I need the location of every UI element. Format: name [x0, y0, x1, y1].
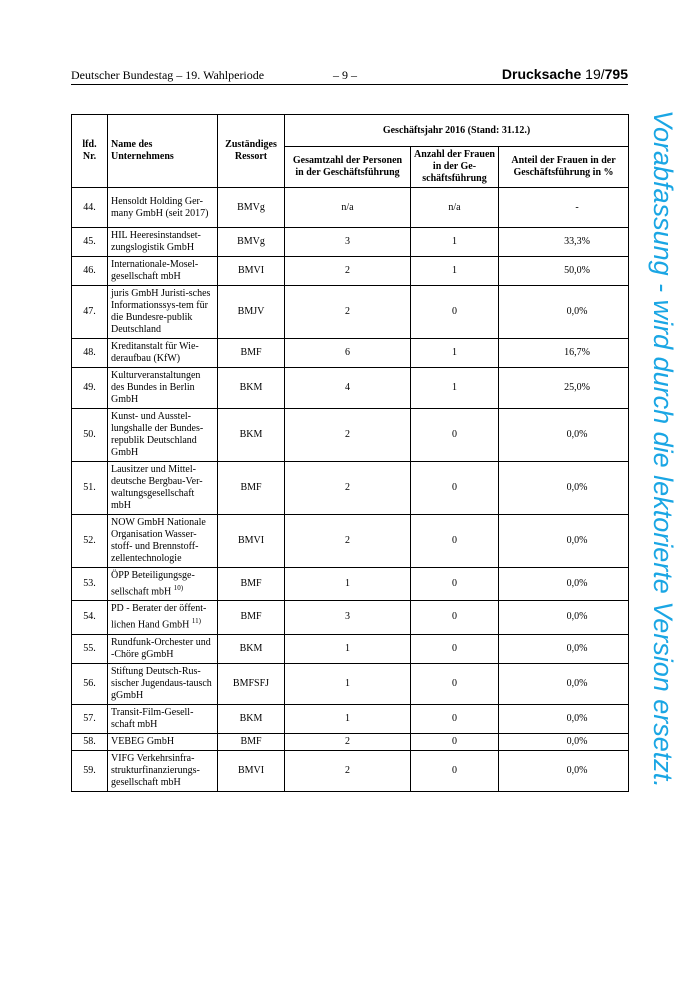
- doc-total: 795: [604, 66, 628, 82]
- women-share-cell: [499, 733, 629, 750]
- company-name: Rundfunk-Orchester und -Chöre gGmbH: [111, 636, 211, 660]
- ressort-cell: [218, 409, 285, 462]
- total-persons-cell: [285, 663, 411, 704]
- total-persons: 1: [345, 712, 350, 724]
- footnote-ref: 10): [173, 584, 184, 592]
- ressort: BKM: [239, 712, 263, 724]
- women-share: 0,0%: [566, 306, 588, 317]
- women-count-cell: [411, 339, 499, 368]
- company-name-cell: [108, 188, 218, 228]
- women-share-cell: [499, 339, 629, 368]
- ressort-cell: [218, 188, 285, 228]
- table-row: [72, 601, 629, 634]
- total-persons-cell: [285, 634, 411, 663]
- row-number-cell: [72, 601, 108, 634]
- col-header-share: Anteil der Frauen in der Geschäftsführung in %: [499, 147, 629, 188]
- ressort-cell: [218, 663, 285, 704]
- company-name-cell: [108, 704, 218, 733]
- col-header-women: Anzahl der Frauen in der Ge-schäftsführung: [411, 147, 499, 188]
- row-number-cell: [72, 733, 108, 750]
- ressort-cell: [218, 568, 285, 601]
- women-count: 0: [452, 611, 457, 623]
- company-name: Kunst- und Ausstel-lungshalle der Bundes-republik Deutschland GmbH: [111, 411, 204, 458]
- company-name: Stiftung Deutsch-Rus-sischer Jugendaus-tausch gGmbH: [111, 665, 212, 701]
- row-number: 55.: [83, 642, 96, 654]
- women-count: 0: [452, 677, 457, 689]
- company-name-cell: [108, 286, 218, 339]
- row-number: 44.: [83, 201, 96, 213]
- women-count: 0: [452, 735, 457, 747]
- doc-label: Drucksache: [501, 66, 582, 82]
- women-share-cell: [499, 257, 629, 286]
- women-count: 1: [452, 236, 457, 247]
- row-number: 52.: [83, 535, 96, 546]
- company-name-cell: [108, 462, 218, 515]
- women-share-cell: [499, 188, 629, 228]
- table-row: [72, 704, 629, 733]
- women-share-cell: [499, 228, 629, 257]
- ressort-cell: [218, 601, 285, 634]
- company-name: HIL Heeresinstandset-zungslogistik GmbH: [111, 230, 201, 253]
- women-share: 33,3%: [564, 236, 590, 247]
- company-name-cell: [108, 601, 218, 634]
- total-persons: 4: [345, 382, 350, 393]
- row-number: 46.: [83, 265, 96, 276]
- company-name: Lausitzer und Mittel-deutsche Bergbau-Ver-waltungsgesellschaft mbH: [111, 464, 203, 511]
- row-number: 49.: [83, 382, 96, 393]
- total-persons-cell: [285, 409, 411, 462]
- col-header-name: Name des Unternehmens: [108, 115, 218, 188]
- total-persons: 6: [345, 347, 350, 358]
- row-number: 51.: [83, 482, 96, 493]
- page-header: [71, 66, 628, 85]
- row-number: 45.: [83, 236, 96, 247]
- women-share: 0,0%: [566, 712, 588, 724]
- total-persons: 3: [345, 611, 350, 623]
- ressort-cell: [218, 750, 285, 791]
- row-number-cell: [72, 188, 108, 228]
- total-persons-cell: [285, 188, 411, 228]
- ressort: BMF: [240, 347, 262, 358]
- table-row: [72, 568, 629, 601]
- row-number: 58.: [83, 735, 96, 747]
- total-persons-cell: [285, 228, 411, 257]
- total-persons: 2: [345, 535, 350, 546]
- women-count-cell: [411, 733, 499, 750]
- women-share: 16,7%: [564, 347, 590, 358]
- ressort: BKM: [239, 382, 263, 393]
- women-share-cell: [499, 704, 629, 733]
- table-row: [72, 634, 629, 663]
- row-number: 54.: [83, 611, 96, 623]
- row-number-cell: [72, 228, 108, 257]
- women-share: 0,0%: [566, 482, 588, 493]
- total-persons: 2: [345, 306, 350, 317]
- women-share-cell: [499, 515, 629, 568]
- row-number-cell: [72, 409, 108, 462]
- total-persons-cell: [285, 368, 411, 409]
- company-name: Internationale-Mosel-gesellschaft mbH: [111, 259, 199, 282]
- women-share-cell: [499, 368, 629, 409]
- table-row: [72, 409, 629, 462]
- company-name-cell: [108, 733, 218, 750]
- row-number: 48.: [83, 347, 96, 358]
- ressort: BMVI: [237, 764, 265, 776]
- company-name-cell: [108, 339, 218, 368]
- row-number: 53.: [83, 578, 96, 590]
- total-persons: 2: [345, 764, 350, 776]
- total-persons-cell: [285, 286, 411, 339]
- women-share: 0,0%: [566, 735, 588, 747]
- company-name-cell: [108, 663, 218, 704]
- row-number: 50.: [83, 429, 96, 440]
- women-count: 0: [452, 429, 457, 440]
- table-row: [72, 286, 629, 339]
- total-persons-cell: [285, 257, 411, 286]
- ressort: BMVg: [237, 201, 265, 213]
- page-number: – 9 –: [333, 68, 357, 82]
- women-share-cell: [499, 663, 629, 704]
- document-number: [502, 66, 628, 82]
- women-share: 0,0%: [566, 429, 588, 440]
- women-count: 0: [452, 306, 457, 317]
- women-count-cell: [411, 462, 499, 515]
- women-count-cell: [411, 228, 499, 257]
- total-persons: 2: [345, 429, 350, 440]
- women-share-cell: [499, 568, 629, 601]
- women-count-cell: [411, 409, 499, 462]
- ressort-cell: [218, 368, 285, 409]
- table-body: [72, 188, 629, 792]
- row-number-cell: [72, 339, 108, 368]
- ressort: BKM: [239, 642, 263, 654]
- total-persons: 2: [345, 482, 350, 493]
- total-persons: n/a: [341, 201, 354, 213]
- ressort: BMVI: [237, 535, 265, 546]
- company-name: Hensoldt Holding Ger-many GmbH (seit 2017): [111, 195, 209, 219]
- women-share-cell: [499, 462, 629, 515]
- row-number-cell: [72, 368, 108, 409]
- ressort: BMVI: [237, 265, 265, 276]
- ressort-cell: [218, 286, 285, 339]
- row-number-cell: [72, 515, 108, 568]
- company-name-cell: [108, 634, 218, 663]
- ressort-cell: [218, 257, 285, 286]
- women-count: 0: [452, 712, 457, 724]
- women-share: 0,0%: [566, 535, 588, 546]
- women-share: 25,0%: [564, 382, 590, 393]
- row-number: 47.: [83, 306, 96, 317]
- footnote-ref: 11): [191, 617, 201, 626]
- total-persons-cell: [285, 704, 411, 733]
- row-number: 59.: [83, 764, 96, 776]
- total-persons: 1: [345, 677, 350, 689]
- women-share: 0,0%: [566, 642, 588, 654]
- ressort: BMF: [240, 578, 262, 590]
- women-count: 0: [452, 482, 457, 493]
- table-row: [72, 462, 629, 515]
- women-count: n/a: [448, 201, 461, 213]
- total-persons-cell: [285, 568, 411, 601]
- women-share: 50,0%: [564, 265, 590, 276]
- women-count-cell: [411, 515, 499, 568]
- total-persons: 3: [345, 236, 350, 247]
- company-name: VIFG Verkehrsinfra-strukturfinanzierungs-gesellschaft mbH: [111, 752, 200, 788]
- row-number-cell: [72, 257, 108, 286]
- total-persons-cell: [285, 462, 411, 515]
- row-number: 56.: [83, 677, 96, 689]
- total-persons: 2: [345, 735, 350, 747]
- ressort: BMF: [240, 735, 262, 747]
- col-header-total: Gesamtzahl der Personen in der Geschäftsführung: [285, 147, 411, 188]
- total-persons-cell: [285, 601, 411, 634]
- women-share-cell: [499, 750, 629, 791]
- row-number-cell: [72, 568, 108, 601]
- total-persons-cell: [285, 750, 411, 791]
- women-share: 0,0%: [566, 764, 588, 776]
- total-persons-cell: [285, 515, 411, 568]
- ressort-cell: [218, 228, 285, 257]
- row-number-cell: [72, 462, 108, 515]
- ressort: BMVg: [237, 236, 265, 247]
- women-share: -: [575, 201, 579, 213]
- doc-number: 19/: [585, 66, 605, 82]
- row-number: 57.: [83, 712, 96, 724]
- col-header-ressort: Zuständiges Ressort: [218, 115, 285, 188]
- total-persons-cell: [285, 733, 411, 750]
- company-name: PD - Berater der öffent-lichen Hand GmbH: [111, 603, 207, 631]
- total-persons-cell: [285, 339, 411, 368]
- row-number-cell: [72, 704, 108, 733]
- table-row: [72, 339, 629, 368]
- women-count-cell: [411, 601, 499, 634]
- group-header-year: Geschäftsjahr 2016 (Stand: 31.12.): [285, 115, 629, 147]
- women-share: 0,0%: [566, 578, 588, 590]
- total-persons: 2: [345, 265, 350, 276]
- company-name-cell: [108, 568, 218, 601]
- company-name: NOW GmbH Nationale Organisation Wasser-stoff- und Brennstoff-zellentechnologie: [111, 517, 206, 564]
- women-count: 0: [452, 535, 457, 546]
- row-number-cell: [72, 663, 108, 704]
- ressort-cell: [218, 462, 285, 515]
- women-share: 0,0%: [566, 677, 588, 689]
- table-row: [72, 663, 629, 704]
- company-name-cell: [108, 368, 218, 409]
- table-row: [72, 515, 629, 568]
- company-name: Kreditanstalt für Wie-deraufbau (KfW): [111, 341, 199, 364]
- company-name: ÖPP Beteiligungsge-sellschaft mbH: [111, 570, 195, 598]
- table-row: [72, 228, 629, 257]
- women-count-cell: [411, 368, 499, 409]
- ressort-cell: [218, 339, 285, 368]
- total-persons: 1: [345, 642, 350, 654]
- women-share: 0,0%: [566, 611, 588, 623]
- col-header-nr: lfd. Nr.: [72, 115, 108, 188]
- ressort: BKM: [239, 429, 263, 440]
- women-count-cell: [411, 704, 499, 733]
- company-name-cell: [108, 750, 218, 791]
- ressort-cell: [218, 515, 285, 568]
- women-count-cell: [411, 663, 499, 704]
- women-count-cell: [411, 286, 499, 339]
- ressort-cell: [218, 733, 285, 750]
- header-left: Deutscher Bundestag – 19. Wahlperiode: [71, 68, 265, 82]
- women-share-cell: [499, 634, 629, 663]
- table-row: [72, 733, 629, 750]
- companies-table: [71, 114, 629, 792]
- table-row: [72, 750, 629, 791]
- women-count-cell: [411, 188, 499, 228]
- women-share-cell: [499, 286, 629, 339]
- women-count-cell: [411, 634, 499, 663]
- women-count: 0: [452, 578, 457, 590]
- women-count-cell: [411, 568, 499, 601]
- women-count: 1: [452, 382, 457, 393]
- women-count-cell: [411, 750, 499, 791]
- draft-watermark: Vorabfassung - wird durch die lektorierte Version ersetzt.: [648, 110, 678, 788]
- company-name: VEBEG GmbH: [111, 735, 175, 747]
- ressort: BMF: [240, 482, 262, 493]
- women-share-cell: [499, 409, 629, 462]
- women-count: 1: [452, 347, 457, 358]
- women-count: 0: [452, 642, 457, 654]
- company-name-cell: [108, 257, 218, 286]
- company-name-cell: [108, 409, 218, 462]
- company-name-cell: [108, 228, 218, 257]
- table-row: [72, 368, 629, 409]
- table-row: [72, 257, 629, 286]
- company-name: Transit-Film-Gesell-schaft mbH: [111, 706, 194, 730]
- ressort: BMFSFJ: [232, 677, 270, 689]
- women-count-cell: [411, 257, 499, 286]
- women-count: 0: [452, 764, 457, 776]
- ressort: BMF: [240, 611, 262, 623]
- women-count: 1: [452, 265, 457, 276]
- table-row: [72, 188, 629, 228]
- row-number-cell: [72, 750, 108, 791]
- company-name: juris GmbH Juristi-sches Informationssys-tem für die Bundesre-publik Deutschland: [111, 288, 211, 335]
- women-share-cell: [499, 601, 629, 634]
- ressort-cell: [218, 704, 285, 733]
- row-number-cell: [72, 286, 108, 339]
- row-number-cell: [72, 634, 108, 663]
- company-name-cell: [108, 515, 218, 568]
- ressort: BMJV: [237, 306, 265, 317]
- ressort-cell: [218, 634, 285, 663]
- company-name: Kulturveranstaltungen des Bundes in Berlin GmbH: [111, 370, 201, 405]
- total-persons: 1: [345, 578, 350, 590]
